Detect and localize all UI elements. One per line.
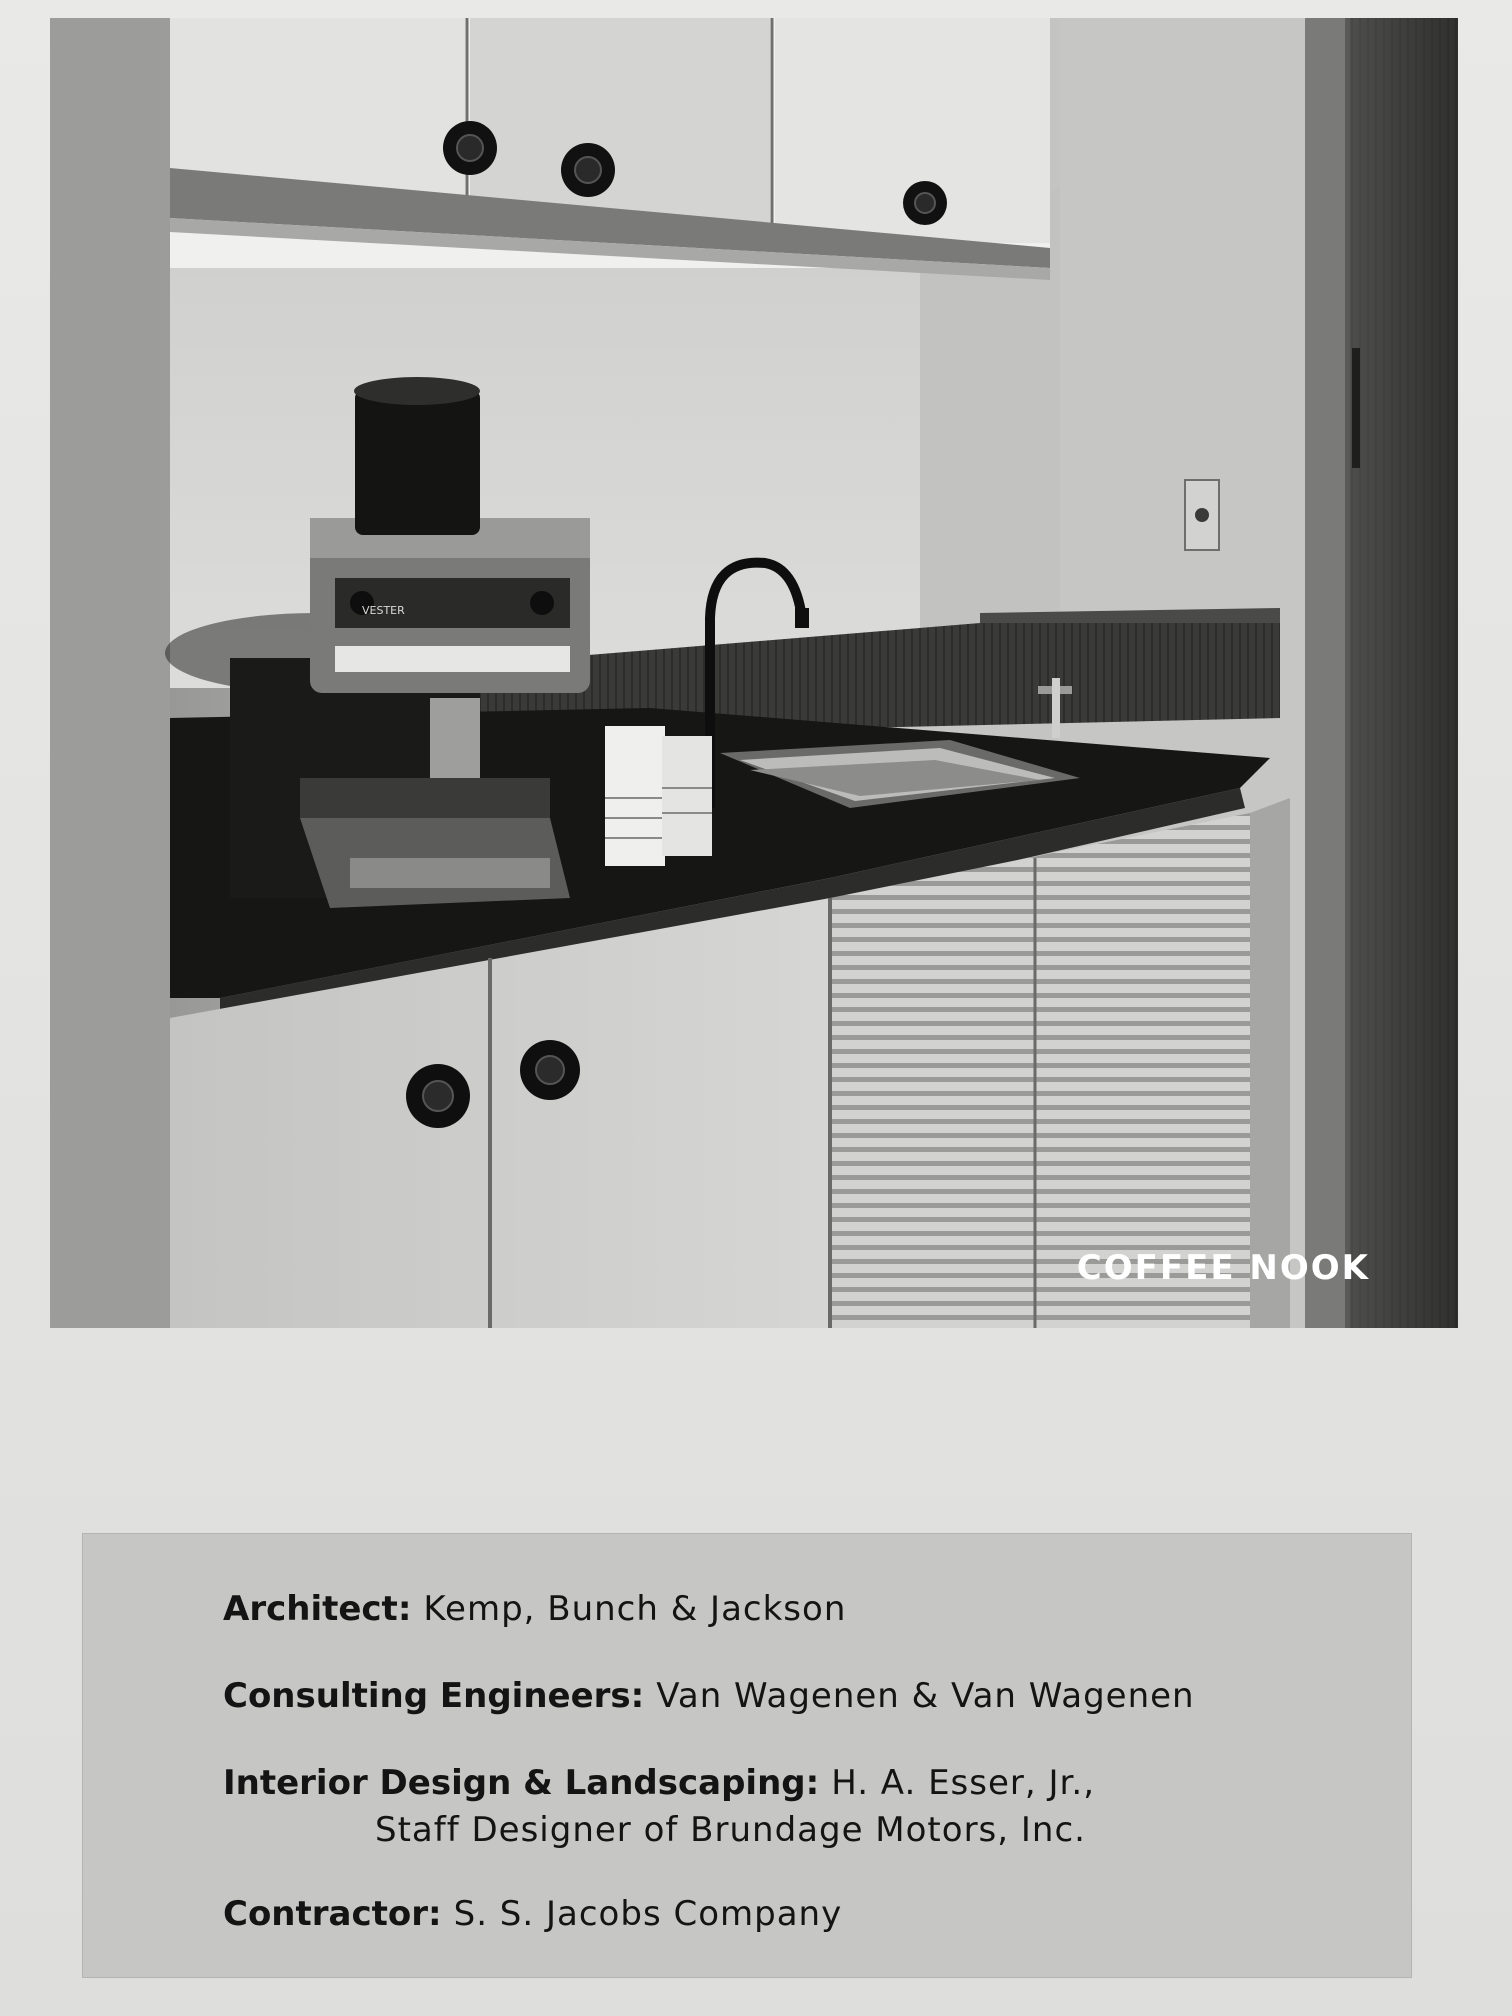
engineers-value: Van Wagenen & Van Wagenen [656, 1676, 1195, 1716]
engineers-label: Consulting Engineers: [223, 1676, 645, 1716]
coffee-nook-photo [50, 18, 1458, 1328]
machine-brand-label: VESTER [362, 604, 405, 617]
interior-continuation [375, 1810, 1086, 1850]
interior-credit [223, 1763, 1095, 1803]
contractor-credit [223, 1894, 842, 1934]
credits-panel [82, 1533, 1412, 1978]
architect-value: Kemp, Bunch & Jackson [423, 1589, 847, 1629]
engineers-credit [223, 1676, 1195, 1716]
interior-continuation-value: Staff Designer of Brundage Motors, Inc. [375, 1810, 1086, 1850]
interior-label: Interior Design & Landscaping: [223, 1763, 820, 1803]
photo-caption: COFFEE NOOK [1076, 1248, 1370, 1288]
architect-label: Architect: [223, 1589, 412, 1629]
contractor-value: S. S. Jacobs Company [453, 1894, 843, 1934]
contractor-label: Contractor: [223, 1894, 442, 1934]
interior-value: H. A. Esser, Jr., [831, 1763, 1096, 1803]
architect-credit [223, 1589, 846, 1629]
